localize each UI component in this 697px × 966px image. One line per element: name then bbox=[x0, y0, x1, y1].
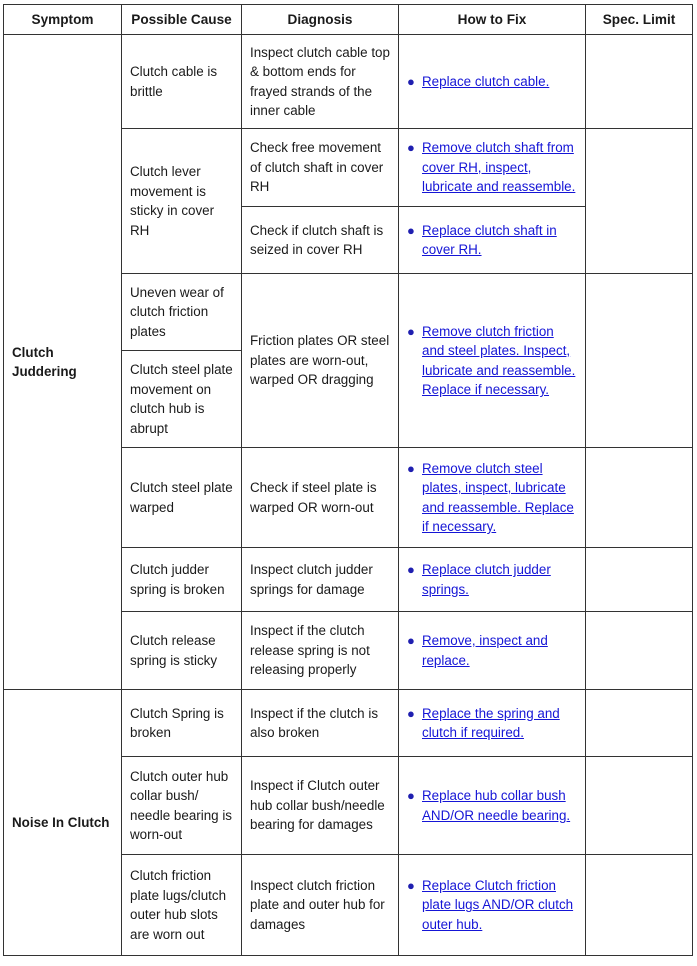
fix-link[interactable]: Replace clutch cable. bbox=[422, 73, 550, 89]
bullet-icon: ● bbox=[407, 73, 415, 89]
fix-link[interactable]: Replace hub collar bush AND/OR needle bearing. bbox=[422, 788, 571, 823]
cause-cell: Clutch Spring is broken bbox=[122, 690, 242, 757]
header-diagnosis: Diagnosis bbox=[242, 5, 399, 35]
spec-cell bbox=[586, 757, 693, 855]
bullet-icon: ● bbox=[407, 323, 415, 339]
table-row bbox=[4, 35, 693, 129]
diagnosis-cell: Inspect if the clutch is also broken bbox=[242, 690, 399, 757]
bullet-icon: ● bbox=[407, 877, 415, 893]
spec-cell bbox=[586, 612, 693, 690]
header-possible-cause: Possible Cause bbox=[122, 5, 242, 35]
header-row bbox=[4, 5, 693, 35]
fix-cell bbox=[399, 612, 586, 690]
fix-cell bbox=[399, 35, 586, 129]
cause-cell: Clutch outer hub collar bush/ needle bearing is worn-out bbox=[122, 757, 242, 855]
spec-cell bbox=[586, 274, 693, 448]
header-how-to-fix: How to Fix bbox=[399, 5, 586, 35]
diagnosis-cell: Friction plates OR steel plates are worn-out, warped OR dragging bbox=[242, 274, 399, 448]
fix-cell bbox=[399, 129, 586, 207]
diagnosis-cell: Check free movement of clutch shaft in cover RH bbox=[242, 129, 399, 207]
spec-cell bbox=[586, 690, 693, 757]
cause-cell: Clutch lever movement is sticky in cover RH bbox=[122, 129, 242, 274]
spec-cell bbox=[586, 548, 693, 612]
spec-cell bbox=[586, 35, 693, 129]
cause-cell: Clutch cable is brittle bbox=[122, 35, 242, 129]
fix-link[interactable]: Replace clutch judder springs. bbox=[422, 562, 551, 597]
fix-link[interactable]: Replace clutch shaft in cover RH. bbox=[422, 222, 557, 257]
fix-cell bbox=[399, 690, 586, 757]
fix-cell bbox=[399, 757, 586, 855]
fix-cell bbox=[399, 207, 586, 274]
bullet-icon: ● bbox=[407, 705, 415, 721]
symptom-noise-in-clutch: Noise In Clutch bbox=[4, 690, 122, 956]
diagnosis-cell: Inspect if the clutch release spring is not releasing properly bbox=[242, 612, 399, 690]
fix-link[interactable]: Replace the spring and clutch if required. bbox=[422, 705, 560, 740]
fix-link[interactable]: Remove clutch steel plates, inspect, lubricate and reassemble. Replace if necessary. bbox=[422, 460, 574, 534]
cause-cell: Clutch friction plate lugs/clutch outer hub slots are worn out bbox=[122, 855, 242, 956]
fix-cell bbox=[399, 274, 586, 448]
spec-cell bbox=[586, 448, 693, 548]
bullet-icon: ● bbox=[407, 460, 415, 476]
symptom-clutch-juddering: Clutch Juddering bbox=[4, 35, 122, 690]
fix-link[interactable]: Remove, inspect and replace. bbox=[422, 633, 548, 668]
header-spec-limit: Spec. Limit bbox=[586, 5, 693, 35]
bullet-icon: ● bbox=[407, 222, 415, 238]
fix-cell bbox=[399, 448, 586, 548]
cause-cell: Clutch steel plate warped bbox=[122, 448, 242, 548]
bullet-icon: ● bbox=[407, 788, 415, 803]
fix-link[interactable]: Remove clutch shaft from cover RH, inspect, lubricate and reassemble. bbox=[422, 140, 576, 195]
bullet-icon: ● bbox=[407, 140, 415, 156]
header-symptom: Symptom bbox=[4, 5, 122, 35]
diagnosis-cell: Inspect clutch cable top & bottom ends for frayed strands of the inner cable bbox=[242, 35, 399, 129]
fix-cell bbox=[399, 548, 586, 612]
diagnosis-cell: Check if clutch shaft is seized in cover RH bbox=[242, 207, 399, 274]
fix-cell bbox=[399, 855, 586, 956]
troubleshooting-table bbox=[3, 4, 693, 956]
fix-link[interactable]: Remove clutch friction and steel plates. Inspect, lubricate and reassemble. Replace if necessary. bbox=[422, 323, 576, 397]
bullet-icon: ● bbox=[407, 562, 415, 577]
cause-cell: Clutch judder spring is broken bbox=[122, 548, 242, 612]
diagnosis-cell: Inspect clutch friction plate and outer hub for damages bbox=[242, 855, 399, 956]
bullet-icon: ● bbox=[407, 633, 415, 648]
table-row bbox=[4, 690, 693, 757]
diagnosis-cell: Check if steel plate is warped OR worn-out bbox=[242, 448, 399, 548]
fix-link[interactable]: Replace Clutch friction plate lugs AND/OR clutch outer hub. bbox=[422, 877, 574, 932]
diagnosis-cell: Inspect clutch judder springs for damage bbox=[242, 548, 399, 612]
spec-cell bbox=[586, 129, 693, 274]
cause-cell: Clutch release spring is sticky bbox=[122, 612, 242, 690]
cause-cell: Clutch steel plate movement on clutch hub is abrupt bbox=[122, 351, 242, 448]
cause-cell: Uneven wear of clutch friction plates bbox=[122, 274, 242, 351]
spec-cell bbox=[586, 855, 693, 956]
diagnosis-cell: Inspect if Clutch outer hub collar bush/needle bearing for damages bbox=[242, 757, 399, 855]
